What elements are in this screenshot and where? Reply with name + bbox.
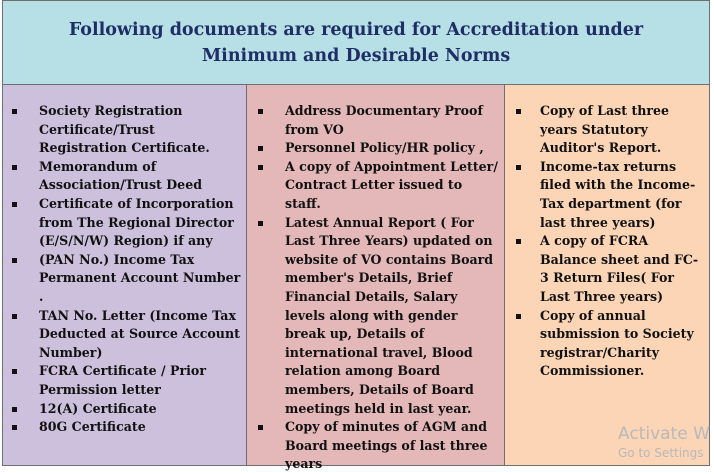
document-list	[3, 102, 246, 437]
bullet-icon	[516, 109, 521, 114]
bullet-icon	[258, 165, 263, 170]
list-item: Copy of Last three years Statutory Auditor's Report.	[505, 102, 709, 158]
bullet-icon	[516, 165, 521, 170]
bullet-icon	[258, 221, 263, 226]
bullet-icon	[12, 202, 17, 207]
bullet-icon	[12, 425, 17, 430]
list-item: Latest Annual Report ( For Last Three Years) updated on website of VO contains Board member's Details, Brief Financial Details, Salary levels along with gender break up, Details of international travel, Blood relation among Board members, Details of Board meetings held in last year.	[247, 214, 504, 419]
document-list	[247, 102, 504, 474]
list-item: Memorandum of Association/Trust Deed	[3, 158, 246, 195]
list-item: (PAN No.) Income Tax Permanent Account Number .	[3, 251, 246, 307]
bullet-icon	[12, 165, 17, 170]
list-item: A copy of FCRA Balance sheet and FC-3 Return Files( For Last Three years)	[505, 232, 709, 306]
table-header	[3, 1, 709, 85]
bullet-icon	[12, 407, 17, 412]
list-item: FCRA Certificate / Prior Permission letter	[3, 362, 246, 399]
bullet-icon	[258, 109, 263, 114]
watermark-line-1: Activate W	[618, 424, 710, 444]
bullet-icon	[12, 258, 17, 263]
list-item: Copy of minutes of AGM and Board meetings of last three years	[247, 418, 504, 474]
list-item: A copy of Appointment Letter/ Contract Letter issued to staff.	[247, 158, 504, 214]
bullet-icon	[516, 239, 521, 244]
list-item: Address Documentary Proof from VO	[247, 102, 504, 139]
bullet-icon	[516, 314, 521, 319]
bullet-icon	[12, 314, 17, 319]
document-table	[2, 0, 710, 472]
bullet-icon	[258, 146, 263, 151]
watermark-line-2: Go to Settings	[618, 446, 704, 460]
page-title: Following documents are required for Accreditation under Minimum and Desirable Norms	[68, 19, 644, 66]
list-item: 12(A) Certificate	[3, 400, 246, 419]
list-item: Personnel Policy/HR policy ,	[247, 139, 504, 158]
list-item: Income-tax returns filed with the Income-Tax department (for last three years)	[505, 158, 709, 232]
bullet-icon	[12, 109, 17, 114]
list-item: TAN No. Letter (Income Tax Deducted at Source Account Number)	[3, 307, 246, 363]
list-item: Copy of annual submission to Society registrar/Charity Commissioner.	[505, 307, 709, 381]
list-item: Society Registration Certificate/Trust Registration Certificate.	[3, 102, 246, 158]
document-list	[505, 102, 709, 381]
bullet-icon	[258, 425, 263, 430]
activation-watermark	[618, 423, 710, 461]
column-policy-documents	[247, 85, 505, 472]
column-financial-documents	[505, 85, 709, 465]
bullet-icon	[12, 369, 17, 374]
column-registration-documents	[3, 85, 247, 465]
list-item: 80G Certificate	[3, 418, 246, 437]
list-item: Certificate of Incorporation from The Regional Director (E/S/N/W) Region) if any	[3, 195, 246, 251]
